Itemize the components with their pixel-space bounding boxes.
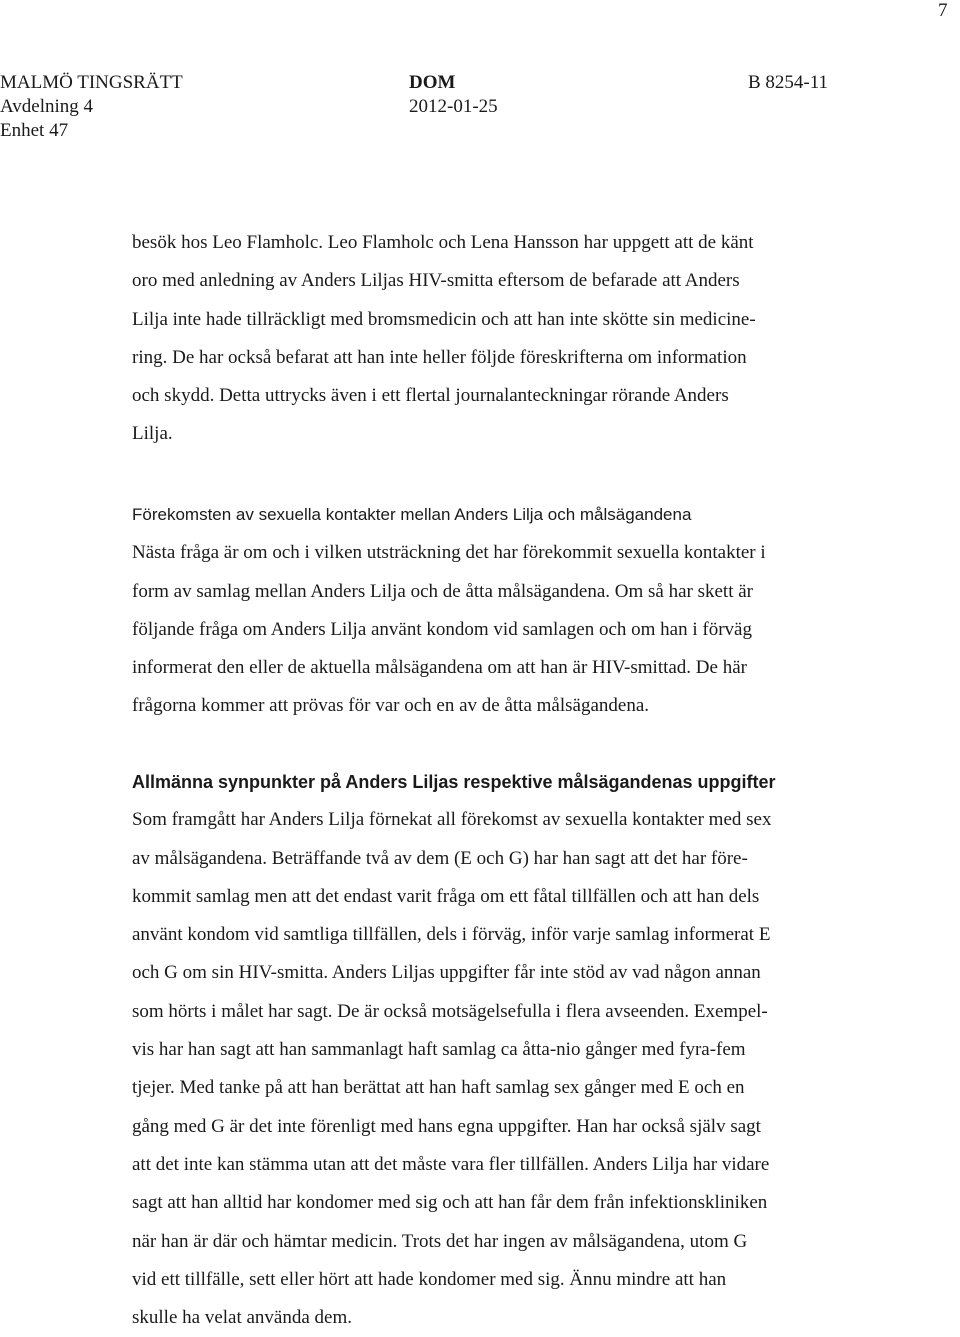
text-line: vid ett tillfälle, sett eller hört att hade kondomer med sig. Ännu mindre att han: [132, 1268, 727, 1290]
text-line: skulle ha velat använda dem.: [132, 1307, 353, 1329]
text-line: och skydd. Detta uttrycks även i ett flertal journalanteckningar rörande Anders: [132, 385, 729, 407]
document-date: 2012-01-25: [409, 96, 498, 117]
text-line: frågorna kommer att prövas för var och en av de åtta målsägandena.: [132, 695, 649, 717]
text-line: av målsägandena. Beträffande två av dem (E och G) har han sagt att det har före-: [132, 847, 748, 869]
text-line: Lilja inte hade tillräckligt med bromsmedicin och att han inte skötte sin medicine-: [132, 308, 756, 330]
text-line: ring. De har också befarat att han inte heller följde föreskrifterna om information: [132, 346, 747, 368]
text-line: Som framgått har Anders Lilja förnekat all förekomst av sexuella kontakter med sex: [132, 809, 772, 831]
text-line: använt kondom vid samtliga tillfällen, dels i förväg, inför varje samlag informerat E: [132, 924, 771, 946]
text-line: besök hos Leo Flamholc. Leo Flamholc och Lena Hansson har uppgett att de känt: [132, 232, 754, 253]
text-line: som hörts i målet har sagt. De är också motsägelsefulla i flera avseenden. Exempel-: [132, 1000, 768, 1022]
text-line: Nästa fråga är om och i vilken utsträckning det har förekommit sexuella kontakter i: [132, 542, 766, 564]
case-number: B 8254-11: [748, 72, 829, 93]
section-heading: Förekomsten av sexuella kontakter mellan Anders Lilja och målsägandena: [132, 505, 692, 524]
section-sexual-contacts: [132, 496, 766, 726]
court-unit: Enhet 47: [0, 120, 69, 141]
text-line: oro med anledning av Anders Liljas HIV-smitta eftersom de befarade att Anders: [132, 270, 740, 292]
section-general-views: [132, 763, 776, 1337]
header-court-info: [0, 71, 183, 143]
text-line: informerat den eller de aktuella målsägandena om att han är HIV-smittad. De här: [132, 657, 747, 679]
header-case-info: [748, 71, 828, 95]
text-line: tjejer. Med tanke på att han berättat att han haft samlag sex gånger med E och en: [132, 1077, 745, 1099]
text-line: att det inte kan stämma utan att det måste vara fler tillfällen. Anders Lilja har vidare: [132, 1153, 770, 1175]
text-line: och G om sin HIV-smitta. Anders Liljas uppgifter får inte stöd av vad någon annan: [132, 962, 761, 984]
text-line: Lilja.: [132, 423, 173, 445]
text-line: vis har han sagt att han sammanlagt haft samlag ca åtta-nio gånger med fyra-fem: [132, 1039, 746, 1061]
paragraph-background: [132, 224, 756, 454]
document-type: DOM: [409, 72, 456, 93]
page-number: 7: [938, 0, 948, 21]
text-line: sagt att han alltid har kondomer med sig och att han får dem från infektionskliniken: [132, 1192, 768, 1214]
section-heading: Allmänna synpunkter på Anders Liljas respektive målsägandenas uppgifter: [132, 772, 776, 792]
text-line: kommit samlag men att det endast varit fråga om ett fåtal tillfällen och att han dels: [132, 885, 760, 907]
text-line: form av samlag mellan Anders Lilja och de åtta målsägandena. Om så har skett är: [132, 580, 753, 602]
court-name: MALMÖ TINGSRÄTT: [0, 72, 183, 93]
text-line: gång med G är det inte förenligt med hans egna uppgifter. Han har också själv sagt: [132, 1115, 761, 1137]
text-line: när han är där och hämtar medicin. Trots det har ingen av målsägandena, utom G: [132, 1230, 748, 1252]
court-division: Avdelning 4: [0, 96, 94, 117]
text-line: följande fråga om Anders Lilja använt kondom vid samlagen och om han i förväg: [132, 618, 752, 640]
header-document-info: [409, 71, 498, 119]
